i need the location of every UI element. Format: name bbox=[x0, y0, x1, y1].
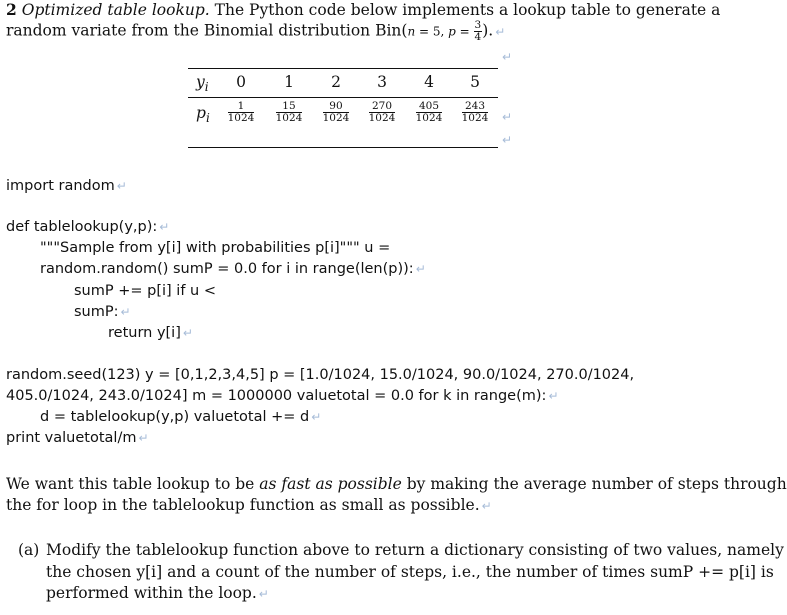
paragraph-line-1 bbox=[6, 475, 787, 493]
part-a-text-3: performed within the loop. bbox=[46, 584, 257, 602]
row-label-p bbox=[196, 104, 210, 125]
code-text-10: d = tablelookup(y,p) valuetotal += d bbox=[40, 409, 310, 425]
p-den-0: 1024 bbox=[227, 112, 255, 124]
code-text-11: print valuetotal/m bbox=[6, 430, 137, 446]
y-value-0: 0 bbox=[236, 73, 246, 91]
code-line-9 bbox=[6, 388, 559, 404]
p-den-2: 1024 bbox=[322, 112, 350, 124]
code-line-6 bbox=[74, 304, 131, 320]
p-fraction-num: 3 bbox=[474, 19, 482, 31]
paragraph-mark-icon: ↵ bbox=[502, 110, 513, 124]
code-line-5 bbox=[74, 283, 216, 299]
paragraph-text-1a: We want this table lookup to be bbox=[6, 475, 260, 493]
p-value-3 bbox=[362, 101, 402, 124]
heading-close: ). bbox=[482, 21, 494, 40]
code-text-4: random.random() sumP = 0.0 for i in range(len(p)): bbox=[40, 261, 414, 277]
p-value-4 bbox=[409, 101, 449, 124]
table-top-rule bbox=[188, 68, 498, 69]
code-line-4 bbox=[40, 261, 426, 277]
paragraph-mark-icon: ↵ bbox=[311, 410, 322, 424]
param-eq2: = bbox=[455, 24, 474, 39]
problem-number: 2 bbox=[6, 0, 17, 19]
paragraph-mark-icon: ↵ bbox=[138, 431, 149, 445]
heading-line2 bbox=[6, 20, 505, 43]
code-line-11 bbox=[6, 430, 149, 446]
p-num-2: 90 bbox=[323, 101, 350, 113]
param-n: n bbox=[407, 24, 416, 39]
paragraph-line-2 bbox=[6, 496, 492, 514]
code-text-6: sumP: bbox=[74, 304, 119, 320]
p-value-1 bbox=[269, 101, 309, 124]
y-value-1: 1 bbox=[284, 73, 294, 91]
part-a-label: (a) bbox=[18, 541, 40, 559]
paragraph-mark-icon: ↵ bbox=[415, 262, 426, 276]
paragraph-mark-icon: ↵ bbox=[548, 389, 559, 403]
code-text-3: """Sample from y[i] with probabilities p[i]""" u = bbox=[40, 240, 391, 256]
paragraph-mark-icon: ↵ bbox=[502, 50, 513, 64]
part-a-line-1: Modify the tablelookup function above to return a dictionary consisting of two values, namely bbox=[46, 541, 784, 559]
p-den-3: 1024 bbox=[368, 112, 396, 124]
paragraph-mark-icon: ↵ bbox=[182, 326, 193, 340]
paragraph-mark-icon: ↵ bbox=[116, 179, 127, 193]
heading-line1-text: The Python code below implements a lookup table to generate a bbox=[214, 1, 721, 19]
part-a-line-2: the chosen y[i] and a count of the number of steps, i.e., the number of times sumP += p[i] is bbox=[46, 563, 774, 581]
paragraph-emphasis: as fast as possible bbox=[259, 475, 402, 493]
p-num-3: 270 bbox=[369, 101, 396, 113]
part-a-line-3 bbox=[46, 584, 269, 602]
param-eq1: = 5, bbox=[415, 24, 449, 39]
code-text-2: def tablelookup(y,p): bbox=[6, 219, 158, 235]
p-fraction-den: 4 bbox=[474, 31, 482, 43]
param-p-fraction bbox=[474, 20, 483, 43]
p-den-5: 1024 bbox=[461, 112, 489, 124]
row-y-letter: y bbox=[196, 73, 205, 91]
y-value-2: 2 bbox=[331, 73, 341, 91]
code-text-9: 405.0/1024, 243.0/1024] m = 1000000 valuetotal = 0.0 for k in range(m): bbox=[6, 388, 547, 404]
p-num-4: 405 bbox=[416, 101, 443, 113]
row-p-sub: i bbox=[205, 111, 210, 126]
paragraph-text-1b: by making the average number of steps through bbox=[401, 475, 787, 493]
code-text-7: return y[i] bbox=[108, 325, 181, 341]
row-y-sub: i bbox=[204, 80, 209, 95]
row-p-letter: p bbox=[196, 104, 206, 122]
p-den-4: 1024 bbox=[415, 112, 443, 124]
code-text-1: import random bbox=[6, 178, 115, 194]
paragraph-mark-icon: ↵ bbox=[258, 587, 269, 601]
y-value-3: 3 bbox=[377, 73, 387, 91]
paragraph-text-2: the for loop in the tablelookup function as small as possible. bbox=[6, 496, 480, 514]
code-text-5: sumP += p[i] if u < bbox=[74, 283, 216, 299]
param-p: p bbox=[448, 24, 456, 39]
code-line-2 bbox=[6, 219, 169, 235]
paragraph-mark-icon: ↵ bbox=[159, 220, 170, 234]
heading-line2-text: random variate from the Binomial distribution Bin( bbox=[6, 21, 408, 40]
code-line-3 bbox=[40, 240, 390, 256]
row-label-y bbox=[196, 73, 209, 94]
code-line-7 bbox=[108, 325, 193, 341]
paragraph-mark-icon: ↵ bbox=[481, 499, 492, 513]
code-line-1 bbox=[6, 178, 127, 194]
paragraph-mark-icon: ↵ bbox=[120, 305, 131, 319]
code-line-8 bbox=[6, 367, 634, 383]
paragraph-mark-icon: ↵ bbox=[495, 24, 506, 39]
problem-heading bbox=[6, 0, 720, 19]
code-line-10 bbox=[40, 409, 321, 425]
y-value-4: 4 bbox=[424, 73, 434, 91]
table-bottom-rule bbox=[188, 147, 498, 148]
code-text-8: random.seed(123) y = [0,1,2,3,4,5] p = [1.0/1024, 15.0/1024, 90.0/1024, 270.0/1024, bbox=[6, 367, 635, 383]
table-mid-rule bbox=[188, 97, 498, 98]
y-value-5: 5 bbox=[470, 73, 480, 91]
problem-title: Optimized table lookup. bbox=[21, 1, 210, 19]
p-den-1: 1024 bbox=[275, 112, 303, 124]
p-num-0: 1 bbox=[228, 101, 255, 113]
p-num-5: 243 bbox=[462, 101, 489, 113]
p-value-2 bbox=[316, 101, 356, 124]
p-num-1: 15 bbox=[276, 101, 303, 113]
p-value-5 bbox=[455, 101, 495, 124]
p-value-0 bbox=[221, 101, 261, 124]
paragraph-mark-icon: ↵ bbox=[502, 133, 513, 147]
